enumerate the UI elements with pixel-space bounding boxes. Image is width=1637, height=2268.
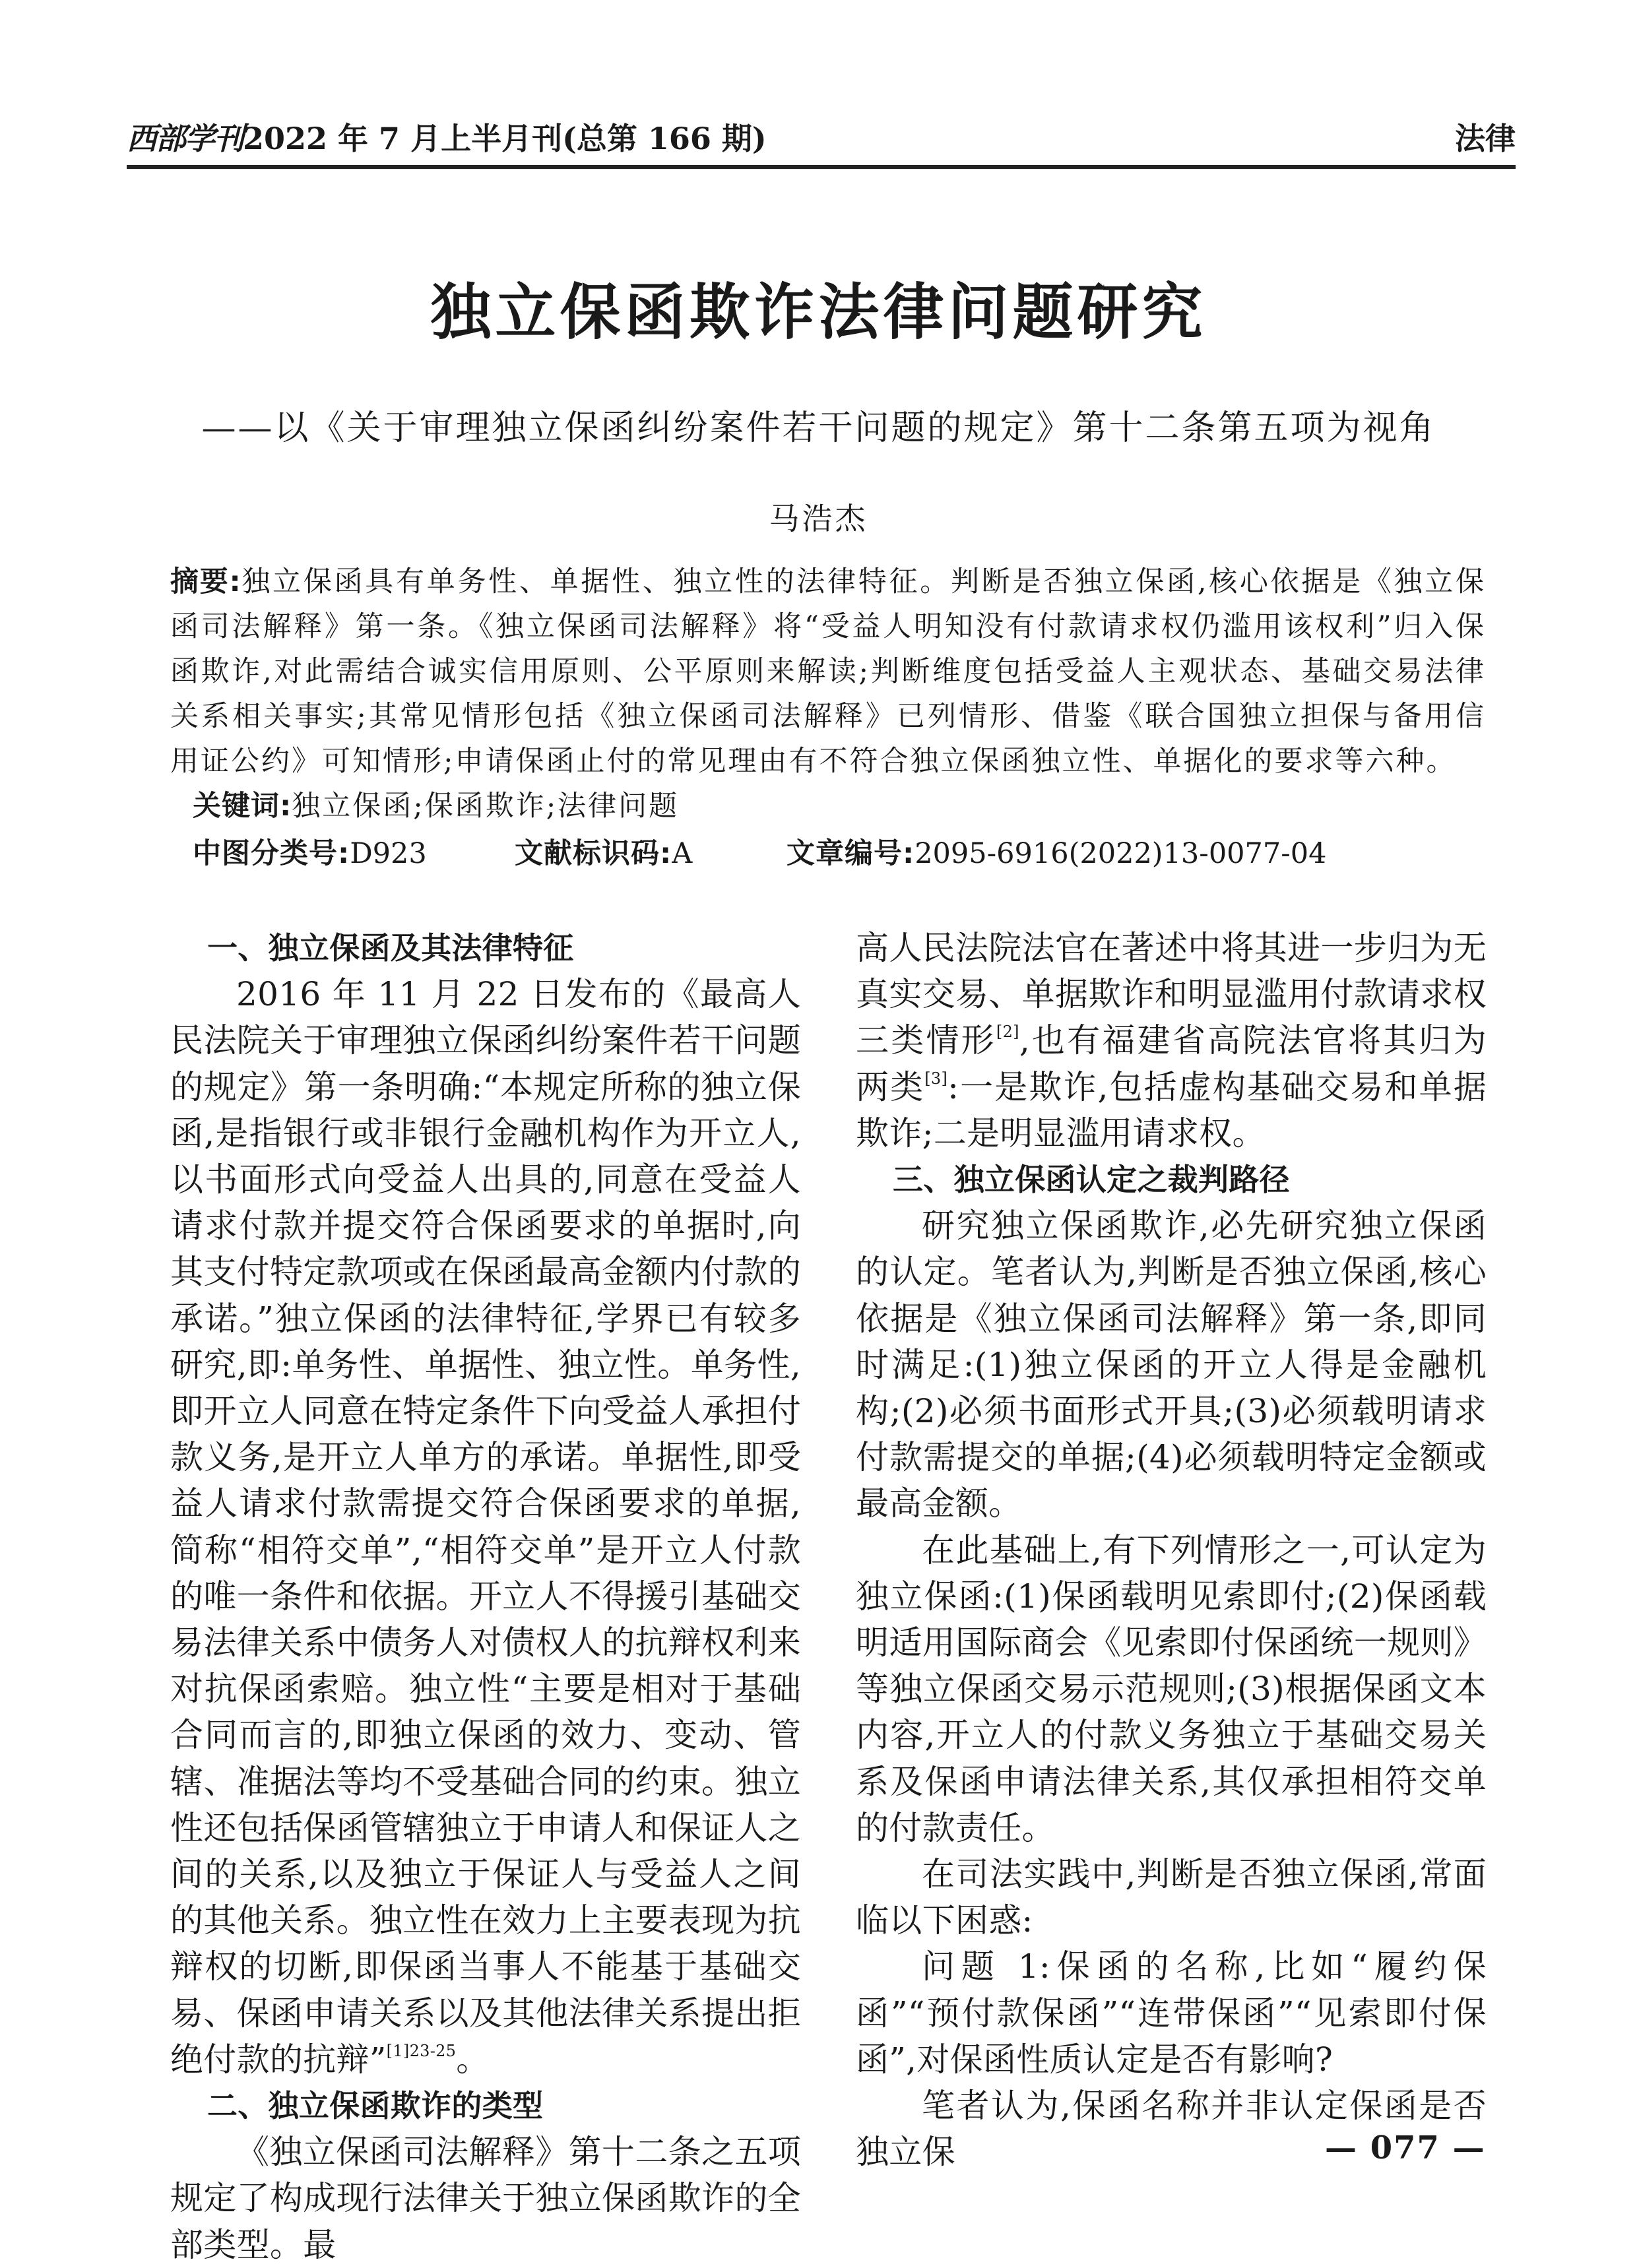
section-heading-2: 二、独立保函欺诈的类型 <box>207 2088 544 2124</box>
label-colon: : <box>280 790 292 823</box>
citation-ref: [1]23-25 <box>386 2041 457 2060</box>
doc-code-label: 文献标识码 <box>515 837 660 870</box>
citation-ref: [2] <box>996 1023 1019 1042</box>
abstract-text: 独立保函具有单务性、单据性、独立性的法律特征。判断是否独立保函,核心依据是《独立保函司法解释》第一条。《独立保函司法解释》将“受益人明知没有付款请求权仍滥用该权利”归入保函欺诈,对此需结合诚实信用原则、公平原则来解读;判断维度包括受益人主观状态、基础交易法律关系相关事实;其常见情形包括《独立保函司法解释》已列情形、借鉴《联合国独立担保与备用信用证公约》可知情形;申请保函止付的常见理由有不符合独立保函独立性、单据化的要求等六种。 <box>170 565 1487 778</box>
article-title: 独立保函欺诈法律问题研究 <box>430 276 1207 348</box>
keywords <box>193 784 679 824</box>
article-number: 文章编号:2095-6916(2022)13-0077-04 <box>786 837 1327 870</box>
article-number-label: 文章编号 <box>786 837 903 870</box>
doc-code: 文献标识码:A <box>515 837 693 870</box>
doc-code-value: A <box>672 837 693 870</box>
paragraph: 2016 年 11 月 22 日发布的《最高人民法院关于审理独立保函纠纷案件若干问题的规定》第一条明确:“本规定所称的独立保函,是指银行或非银行金融机构作为开立人,以书面形式向受益人出具的,同意在受益人请求付款并提交符合保函要求的单据时,向其支付特定款项或在保函最高金额内付款的承诺。”独立保函的法律特征,学界已有较多研究,即:单务性、单据性、独立性。单务性,即开立人同意在特定条件下向受益人承担付款义务,是开立人单方的承诺。单据性,即受益人请求付款需提交符合保函要求的单据,简称“相符交单”,“相符交单”是开立人付款的唯一条件和依据。开立人不得援引基础交易法律关系中债务人对债权人的抗辩权利来对抗保函索赔。独立性“主要是相对于基础合同而言的,即独立保函的效力、变动、管辖、准据法等均不受基础合同的约束。独立性还包括保函管辖独立于申请人和保证人之间的关系,以及独立于保证人与受益人之间的其他关系。独立性在效力上主要表现为抗辩权的切断,即保函当事人不能基于基础交易、保函申请关系以及其他法律关系提出拒绝付款的抗辩”$^{[1]23-25}$。 <box>170 975 801 2079</box>
paragraph: 高人民法院法官在著述中将其进一步归为无真实交易、单据欺诈和明显滥用付款请求权三类情形[2],也有福建省高院法官将其归为两类[3]:一是欺诈,包括虚构基础交易和单据欺诈;二是明显滥用请求权。 <box>856 929 1487 1152</box>
paragraph: 在此基础上,有下列情形之一,可认定为独立保函:(1)保函载明见索即付;(2)保函载明适用国际商会《见索即付保函统一规则》等独立保函交易示范规则;(3)根据保函文本内容,开立人的付款义务独立于基础交易关系及保函申请法律关系,其仅承担相符交单的付款责任。 <box>856 1530 1487 1847</box>
clc-label: 中图分类号 <box>193 837 338 870</box>
section-label: 法律 <box>1455 121 1516 156</box>
paragraph: 《独立保函司法解释》第十二条之五项规定了构成现行法律关于独立保函欺诈的全部类型。最 <box>170 2133 801 2264</box>
label-colon: : <box>229 565 241 598</box>
running-header <box>127 111 1516 164</box>
section-heading-3: 三、独立保函认定之裁判路径 <box>893 1162 1290 1198</box>
paragraph: 在司法实践中,判断是否独立保函,常面临以下困惑: <box>856 1855 1487 1940</box>
clc-value: D923 <box>350 837 427 870</box>
section-heading-1: 一、独立保函及其法律特征 <box>207 930 574 966</box>
abstract <box>170 559 1486 784</box>
article-subtitle: ——以《关于审理独立保函纠纷案件若干问题的规定》第十二条第五项为视角 <box>201 408 1436 448</box>
page-number: — 077 — <box>1325 2129 1486 2166</box>
keywords-text: 独立保函;保函欺诈;法律问题 <box>292 790 680 823</box>
paragraph: 笔者认为,保函名称并非认定保函是否独立保 <box>856 2087 1487 2172</box>
clc-code: 中图分类号:D923 <box>193 837 427 870</box>
issue-info: 2022 年 7 月上半月刊(总第 166 期) <box>243 121 767 156</box>
abstract-label: 摘要 <box>170 565 230 598</box>
article-number-value: 2095-6916(2022)13-0077-04 <box>915 837 1327 870</box>
keywords-label: 关键词 <box>193 790 280 823</box>
paragraph: 研究独立保函欺诈,必先研究独立保函的认定。笔者认为,判断是否独立保函,核心依据是《独立保函司法解释》第一条,即同时满足:(1)独立保函的开立人得是金融机构;(2)必须书面形式开具;(3)必须载明请求付款需提交的单据;(4)必须载明特定金额或最高金额。 <box>856 1207 1487 1523</box>
journal-logo: 西部学刊 <box>127 121 243 156</box>
paragraph: 问题 1:保函的名称,比如“履约保函”“预付款保函”“连带保函”“见索即付保函”,对保函性质认定是否有影响? <box>856 1947 1487 2079</box>
author: 马浩杰 <box>769 501 868 536</box>
header-rule <box>127 165 1516 169</box>
citation-ref: [3] <box>924 1069 948 1088</box>
right-column <box>856 925 1487 2175</box>
left-column <box>170 925 801 2268</box>
